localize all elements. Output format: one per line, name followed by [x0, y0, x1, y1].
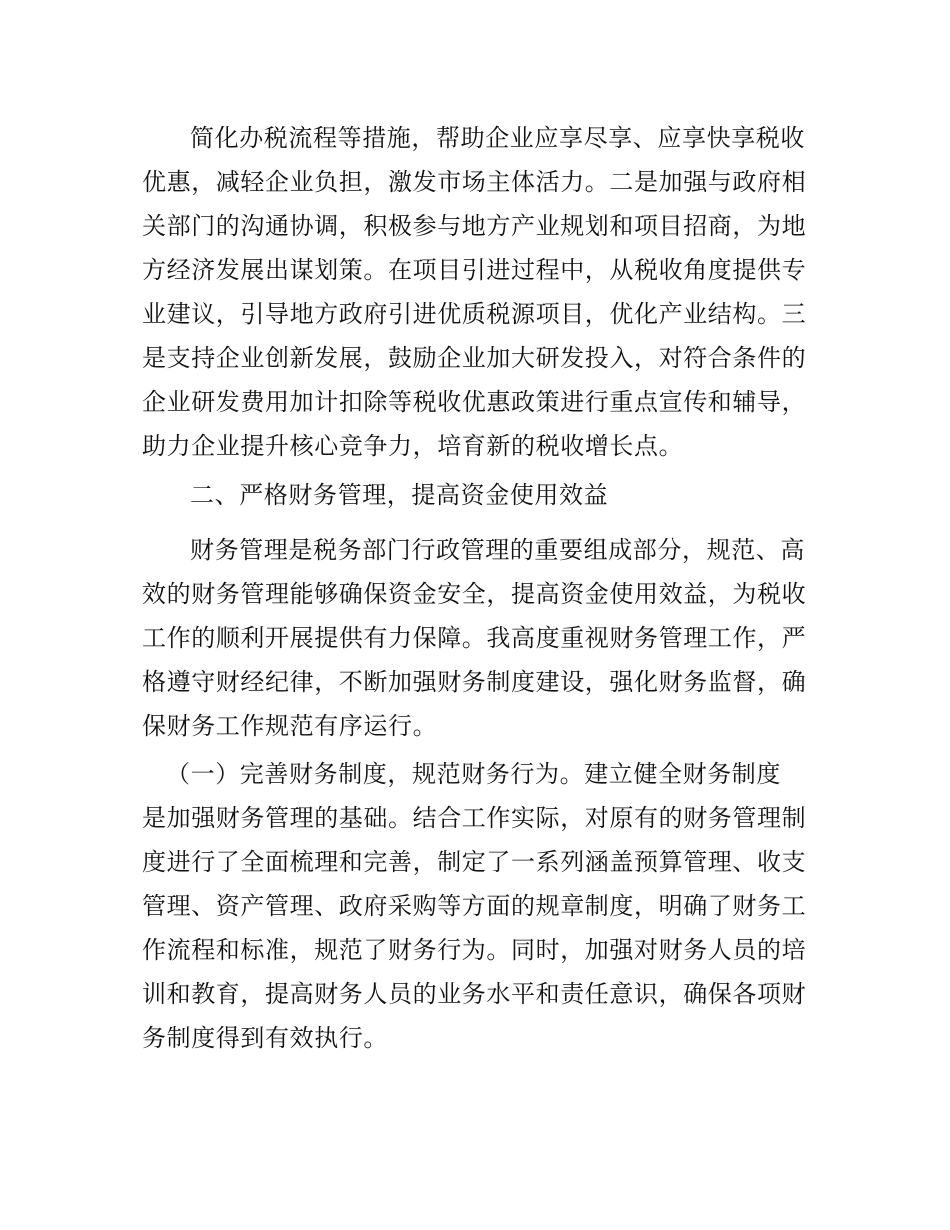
- paragraph-1-line: 关部门的沟通协调，积极参与地方产业规划和项目招商，为地: [142, 212, 807, 240]
- paragraph-3-line: （一）完善财务制度，规范财务行为。建立健全财务制度: [166, 760, 781, 788]
- section-heading: 二、严格财务管理，提高资金使用效益: [190, 481, 609, 509]
- paragraph-1-line: 业建议，引导地方政府引进优质税源项目，优化产业结构。三: [142, 300, 807, 328]
- paragraph-1-line: 优惠，减轻企业负担，激发市场主体活力。二是加强与政府相: [142, 168, 807, 196]
- paragraph-1-line: 助力企业提升核心竞争力，培育新的税收增长点。: [142, 432, 684, 460]
- paragraph-1-line: 方经济发展出谋划策。在项目引进过程中，从税收角度提供专: [142, 256, 807, 284]
- paragraph-3-line: 作流程和标准，规范了财务行为。同时，加强对财务人员的培: [142, 936, 807, 964]
- paragraph-1-line: 是支持企业创新发展，鼓励企业加大研发投入，对符合条件的: [142, 344, 807, 372]
- paragraph-3-line: 度进行了全面梳理和完善，制定了一系列涵盖预算管理、收支: [142, 848, 807, 876]
- paragraph-3-line: 训和教育，提高财务人员的业务水平和责任意识，确保各项财: [142, 980, 807, 1008]
- paragraph-2-line: 财务管理是税务部门行政管理的重要组成部分，规范、高: [190, 536, 805, 564]
- paragraph-3-line: 管理、资产管理、政府采购等方面的规章制度，明确了财务工: [142, 892, 807, 920]
- paragraph-2-line: 工作的顺利开展提供有力保障。我高度重视财务管理工作，严: [142, 624, 807, 652]
- paragraph-2-line: 格遵守财经纪律，不断加强财务制度建设，强化财务监督，确: [142, 668, 807, 696]
- paragraph-2-line: 效的财务管理能够确保资金安全，提高资金使用效益，为税收: [142, 580, 807, 608]
- paragraph-3-line: 务制度得到有效执行。: [142, 1024, 388, 1052]
- paragraph-3-line: 是加强财务管理的基础。结合工作实际，对原有的财务管理制: [142, 804, 807, 832]
- paragraph-1-line: 简化办税流程等措施，帮助企业应享尽享、应享快享税收: [190, 124, 805, 152]
- paragraph-1-line: 企业研发费用加计扣除等税收优惠政策进行重点宣传和辅导，: [142, 388, 807, 416]
- paragraph-2-line: 保财务工作规范有序运行。: [142, 712, 438, 740]
